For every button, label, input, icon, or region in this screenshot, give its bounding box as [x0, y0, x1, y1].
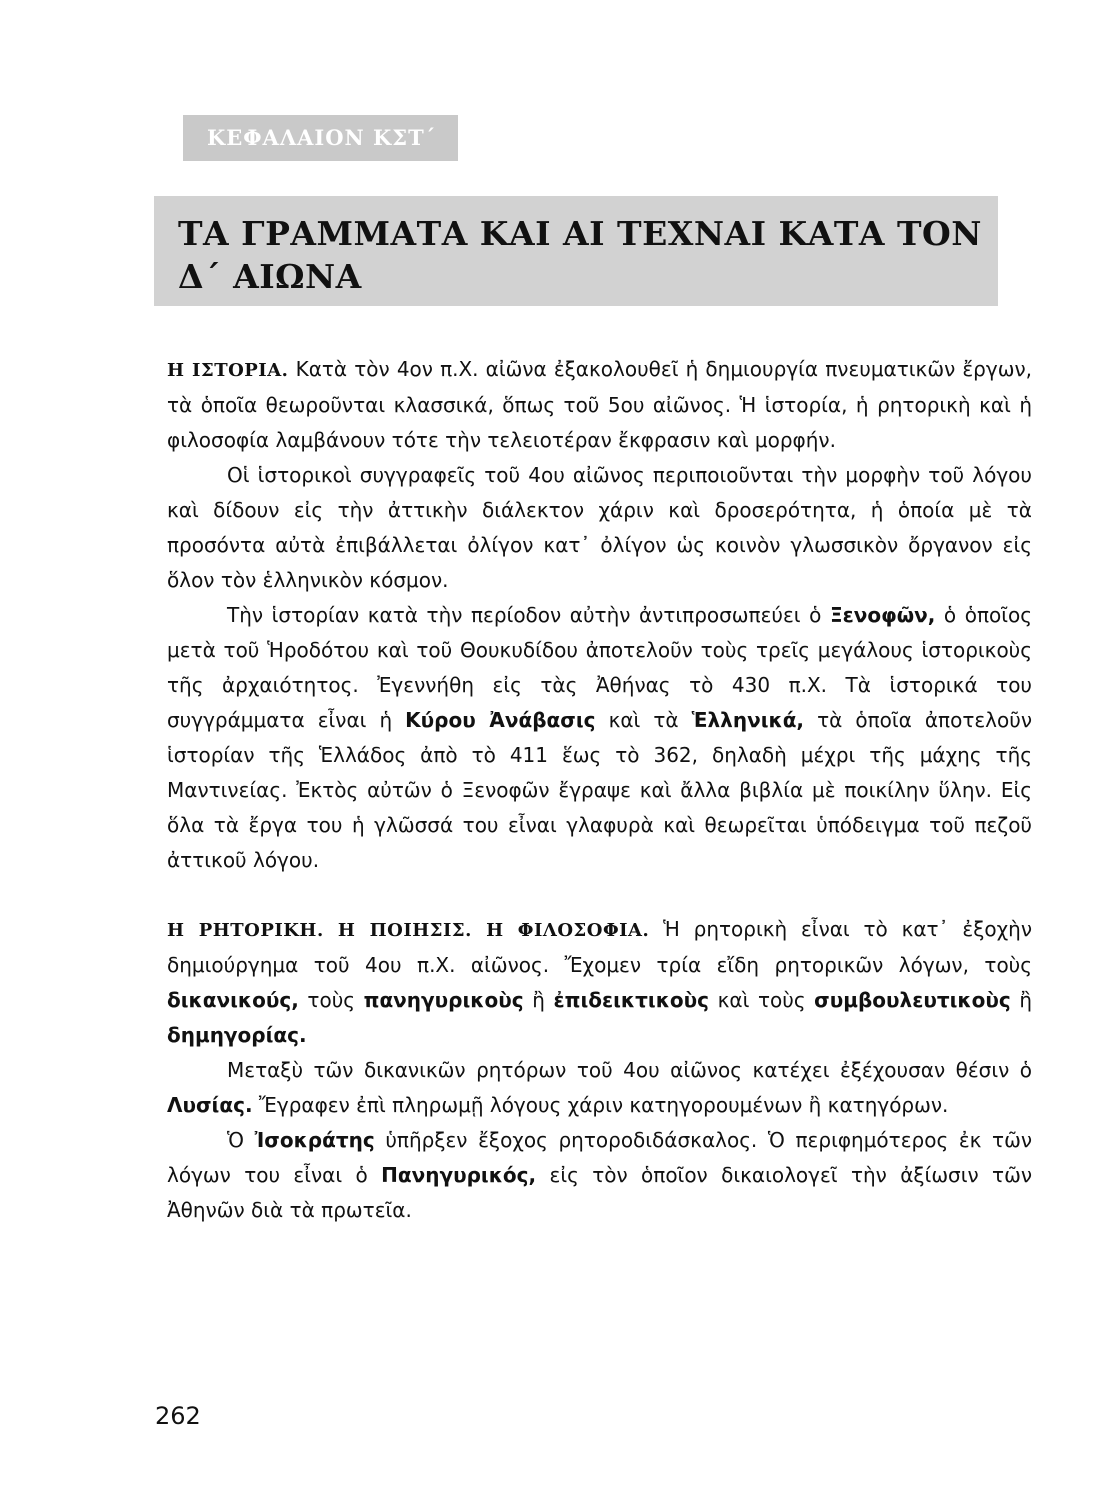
- chapter-title-line-1: ΤΑ ΓΡΑΜΜΑΤΑ ΚΑΙ ΑΙ ΤΕΧΝΑΙ ΚΑΤΑ ΤΟΝ: [178, 214, 982, 253]
- history-paragraph-3: Τὴν ἱστορίαν κατὰ τὴν περίοδον αὐτὴν ἀντιπροσωπεύει ὁ Ξενοφῶν, ὁ ὁποῖος μετὰ τοῦ Ἡροδότου καὶ τοῦ Θουκυδίδου ἀποτελοῦν τοὺς τρεῖς μεγάλους ἱστορικοὺς τῆς ἀρχαιότητος. Ἐγεννήθη εἰς τὰς Ἀθήνας τὸ 430 π.Χ. Τὰ ἱστορικά του συγγράμματα εἶναι ἡ Κύρου Ἀνάβασις καὶ τὰ Ἑλληνικά, τὰ ὁποῖα ἀποτελοῦν ἱστορίαν τῆς Ἑλλάδος ἀπὸ τὸ 411 ἕως τὸ 362, δηλαδὴ μέχρι τῆς μάχης τῆς Μαντινείας. Ἐκτὸς αὐτῶν ὁ Ξενοφῶν ἔγραψε καὶ ἄλλα βιβλία μὲ ποικίλην ὕλην. Εἰς ὅλα τὰ ἔργα του ἡ γλῶσσά του εἶναι γλαφυρὰ καὶ θεωρεῖται ὑπόδειγμα τοῦ πεζοῦ ἀττικοῦ λόγου.: [167, 603, 1032, 872]
- chapter-label: ΚΕΦΑΛΑΙΟΝ ΚΣΤ΄: [183, 115, 458, 161]
- rhetoric-paragraph-3: Ὁ Ἰσοκράτης ὑπῆρξεν ἔξοχος ρητοροδιδάσκαλος. Ὁ περιφημότερος ἐκ τῶν λόγων του εἶναι ὁ Πανηγυρικός, εἰς τὸν ὁποῖον δικαιολογεῖ τὴν ἀξίωσιν τῶν Ἀθηνῶν διὰ τὰ πρωτεῖα.: [167, 1128, 1033, 1222]
- body-text: [167, 352, 1032, 1228]
- chapter-title: [178, 212, 988, 298]
- history-paragraph-2: Οἱ ἱστορικοὶ συγγραφεῖς τοῦ 4ου αἰῶνος περιποιοῦνται τὴν μορφὴν τοῦ λόγου καὶ δίδουν εἰς τὴν ἀττικὴν διάλεκτον χάριν καὶ δροσερότητα, ἡ ὁποία μὲ τὰ προσόντα αὐτὰ ἐπιβάλλεται ὀλίγον κατ᾽ ὀλίγον ὡς κοινὸν γλωσσικὸν ὄργανον εἰς ὅλον τὸν ἑλληνικὸν κόσμον.: [167, 463, 1032, 592]
- rhetoric-paragraph-1: Η ΡΗΤΟΡΙΚΗ. Η ΠΟΙΗΣΙΣ. Η ΦΙΛΟΣΟΦΙΑ. Ἡ ρητορικὴ εἶναι τὸ κατ᾽ ἐξοχὴν δημιούργημα τοῦ 4ου π.Χ. αἰῶνος. Ἔχομεν τρία εἴδη ρητορικῶν λόγων, τοὺς δικανικούς, τοὺς πανηγυρικοὺς ἢ ἐπιδεικτικοὺς καὶ τοὺς συμβουλευτικοὺς ἢ δημηγορίας.: [167, 917, 1032, 1047]
- section-heading-history: Η ΙΣΤΟΡΙΑ.: [167, 360, 289, 381]
- page-number: 262: [155, 1402, 201, 1430]
- section-heading-rhetoric: Η ΡΗΤΟΡΙΚΗ. Η ΠΟΙΗΣΙΣ. Η ΦΙΛΟΣΟΦΙΑ.: [167, 920, 650, 941]
- rhetoric-paragraph-2: Μεταξὺ τῶν δικανικῶν ρητόρων τοῦ 4ου αἰῶνος κατέχει ἐξέχουσαν θέσιν ὁ Λυσίας. Ἔγραφεν ἐπὶ πληρωμῇ λόγους χάριν κατηγορουμένων ἢ κατηγόρων.: [167, 1058, 1032, 1117]
- chapter-title-line-2: Δ΄ ΑΙΩΝΑ: [178, 257, 362, 296]
- history-paragraph-1: Η ΙΣΤΟΡΙΑ. Κατὰ τὸν 4ον π.Χ. αἰῶνα ἐξακολουθεῖ ἡ δημιουργία πνευματικῶν ἔργων, τὰ ὁποῖα θεωροῦνται κλασσικά, ὅπως τοῦ 5ου αἰῶνος. Ἡ ἱστορία, ἡ ρητορικὴ καὶ ἡ φιλοσοφία λαμβάνουν τότε τὴν τελειοτέραν ἔκφρασιν καὶ μορφήν.: [167, 357, 1032, 452]
